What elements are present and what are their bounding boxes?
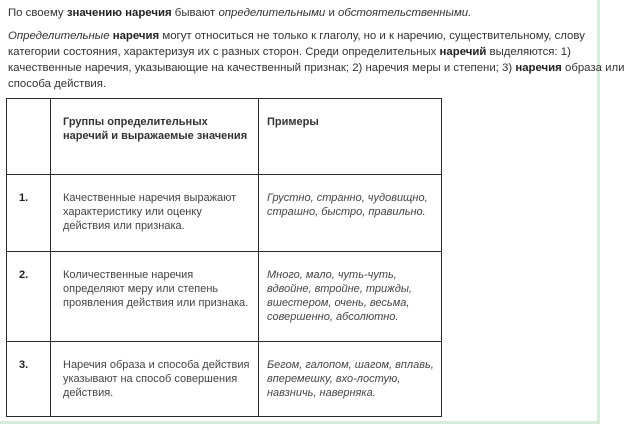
header-num-cell [7,99,51,175]
row-group: Количественные наречия определяют меру или степень проявления действия или признака. [51,252,259,342]
row-number: 2. [7,252,51,342]
header-examples-cell: Примеры [259,99,442,175]
paragraph-line-3: качественные наречия, указывающие на качественный признак; 2) наречия меры и степени; 3) наречия образа или [8,62,624,74]
row-examples: Грустно, странно, чудовищно, страшно, быстро, правильно. [259,175,442,252]
adverb-groups-table [6,98,442,417]
table-row [7,252,442,342]
row-examples: Бегом, галопом, шагом, вплавь, вперемешку, вхо-лостую, навзничь, наверняка. [259,342,442,417]
intro-sentence: По своему значению наречия бывают определительными и обстоятельственными. [8,7,472,19]
table-row [7,175,442,252]
row-group: Качественные наречия выражают характеристику или оценку действия или признака. [51,175,259,252]
paragraph-line-2: категории состояния, характеризуя их с разных сторон. Среди определительных наречий выделяются: 1) [8,46,571,58]
paragraph-line-4: способа действия. [8,78,107,90]
row-number: 3. [7,342,51,417]
table-header-row [7,99,442,175]
row-group: Наречия образа и способа действия указывают на способ совершения действия. [51,342,259,417]
header-group-cell: Группы определительных наречий и выражаемые значения [51,99,259,175]
paragraph-line-1: Определительные наречия могут относиться не только к глаголу, но и к наречию, существительному, слову [8,30,585,42]
row-number: 1. [7,175,51,252]
table-row [7,342,442,417]
row-examples: Много, мало, чуть-чуть, вдвойне, втройне, трижды, вшестером, очень, весьма, совершенно, абсолютно. [259,252,442,342]
